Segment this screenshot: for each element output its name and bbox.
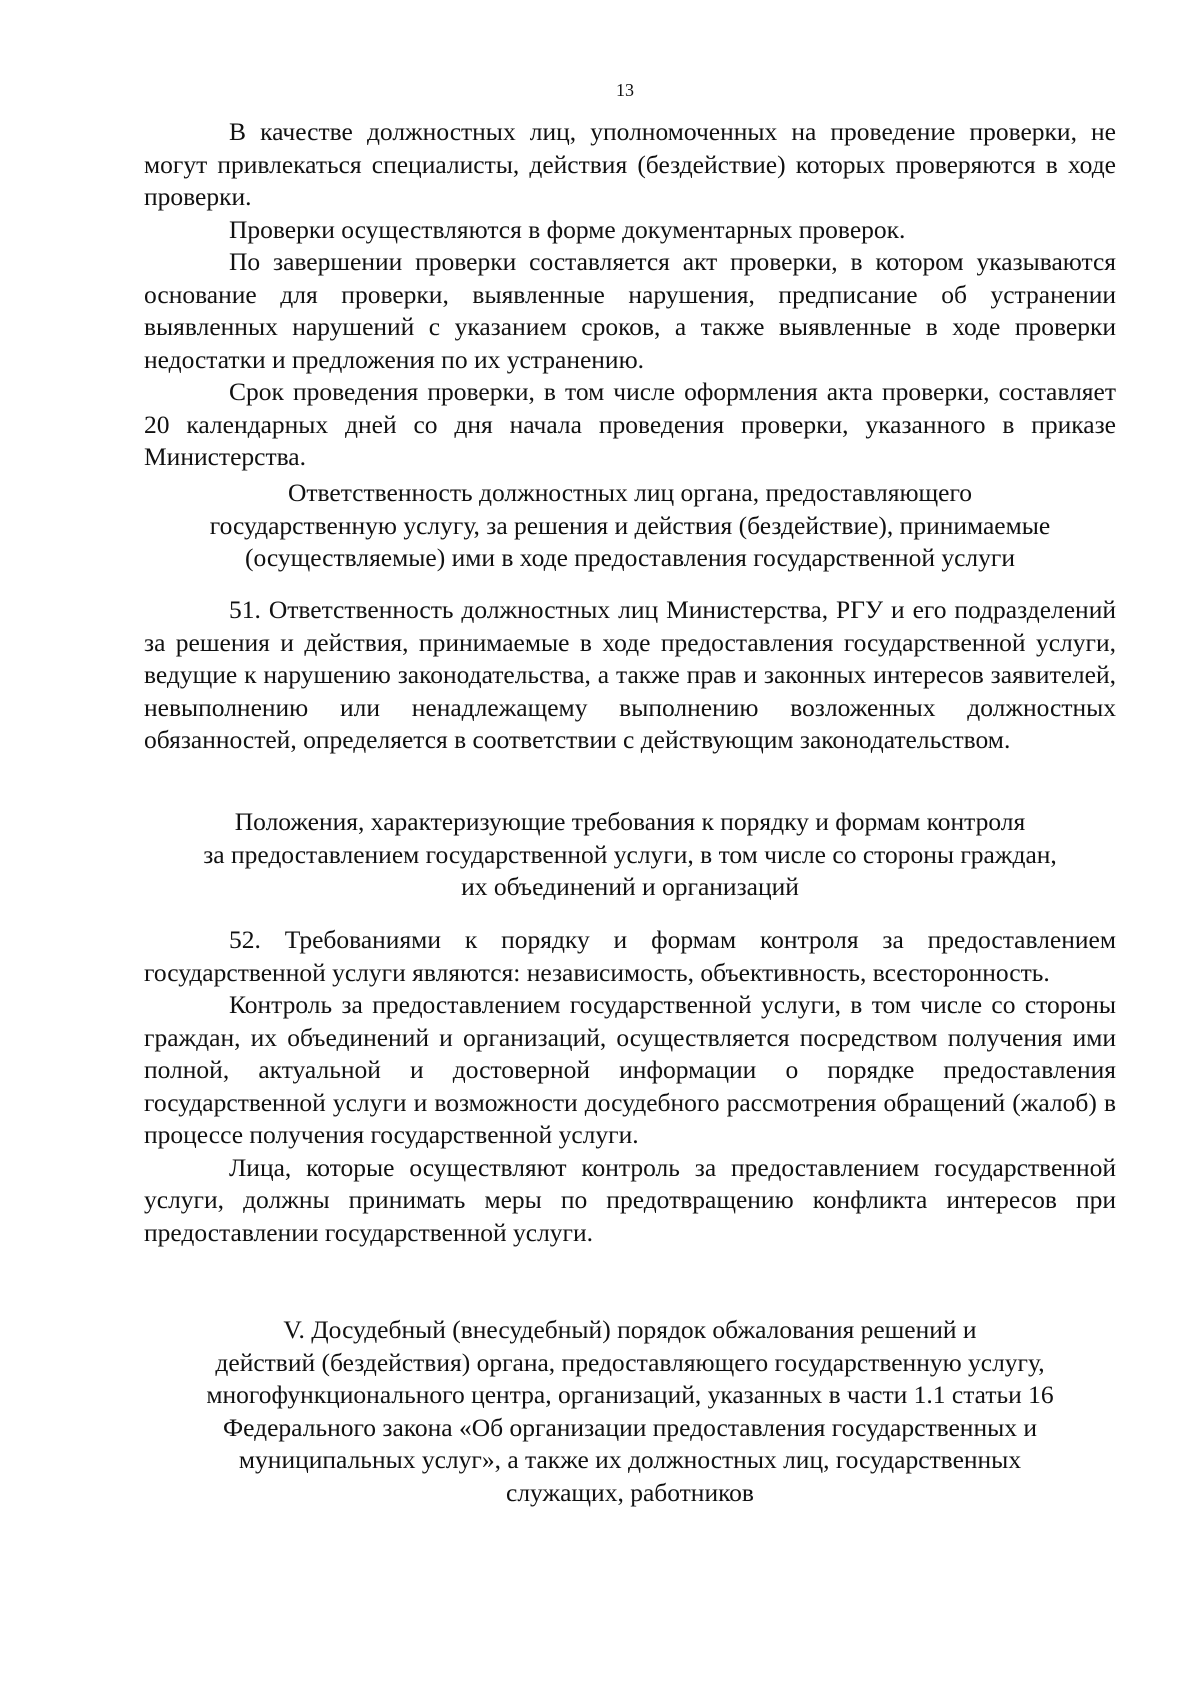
paragraph-officials: В качестве должностных лиц, уполномоченных на проведение проверки, не могут привлекаться специалисты, действия (бездействие) которых проверяются в ходе проверки. [144, 117, 1116, 211]
heading-section-v [144, 1314, 1116, 1509]
paragraph-control-by-citizens: Контроль за предоставлением государственной услуги, в том числе со стороны граждан, их объединений и организаций, осуществляется посредством получения ими полной, актуальной и достоверной информации о порядке предоставления государственной услуги и возможности досудебного рассмотрения обращений (жалоб) в процессе получения государственной услуги. [144, 990, 1116, 1149]
paragraph-51: 51. Ответственность должностных лиц Министерства, РГУ и его подразделений за решения и действия, принимаемые в ходе предоставления государственной услуги, ведущие к нарушению законодательства, а также прав и законных интересов заявителей, невыполнению или ненадлежащему выполнению возложенных должностных обязанностей, определяется в соответствии с действующим законодательством. [144, 595, 1116, 754]
heading-control-requirements [144, 806, 1116, 904]
page-number: 13 [616, 80, 634, 100]
heading-line: (осуществляемые) ими в ходе предоставления государственной услуги [244, 543, 1015, 572]
heading-line: Положения, характеризующие требования к порядку и формам контроля [234, 807, 1026, 836]
heading-line: служащих, работников [506, 1477, 754, 1507]
paragraph-51-block [144, 594, 1116, 757]
heading-line: муниципальных услуг», а также их должностных лиц, государственных [238, 1445, 1022, 1474]
paragraph-documentary-checks: Проверки осуществляются в форме документарных проверок. [229, 214, 906, 244]
heading-line: действий (бездействия) органа, предоставляющего государственную услугу, [215, 1347, 1045, 1377]
heading-responsibility [144, 477, 1116, 575]
heading-line: государственную услугу, за решения и действия (бездействие), принимаемые [209, 510, 1051, 540]
paragraph-52: 52. Требованиями к порядку и формам контроля за предоставлением государственной услуги являются: независимость, объективность, всесторонность. [144, 925, 1116, 987]
paragraph-inspection-term: Срок проведения проверки, в том числе оформления акта проверки, составляет 20 календарных дней со дня начала проведения проверки, указанного в приказе Министерства. [144, 377, 1116, 471]
heading-line: многофункционального центра, организаций, указанных в части 1.1 статьи 16 [206, 1380, 1054, 1409]
heading-line: V. Досудебный (внесудебный) порядок обжалования решений и [283, 1315, 977, 1344]
heading-line: Ответственность должностных лиц органа, предоставляющего [287, 478, 973, 507]
heading-line: Федерального закона «Об организации предоставления государственных и [223, 1412, 1037, 1442]
heading-line: их объединений и организаций [461, 872, 799, 901]
heading-line: за предоставлением государственной услуги, в том числе со стороны граждан, [203, 839, 1057, 869]
paragraph-inspection-act: По завершении проверки составляется акт проверки, в котором указываются основание для проверки, выявленные нарушения, предписание об устранении выявленных нарушений с указанием сроков, а также выявленные в ходе проверки недостатки и предложения по их устранению. [144, 247, 1116, 374]
paragraph-conflict-of-interest: Лица, которые осуществляют контроль за предоставлением государственной услуги, должны принимать меры по предотвращению конфликта интересов при предоставлении государственной услуги. [144, 1152, 1116, 1247]
paragraph-52-block [144, 924, 1116, 1249]
inspection-paragraphs [144, 116, 1116, 474]
